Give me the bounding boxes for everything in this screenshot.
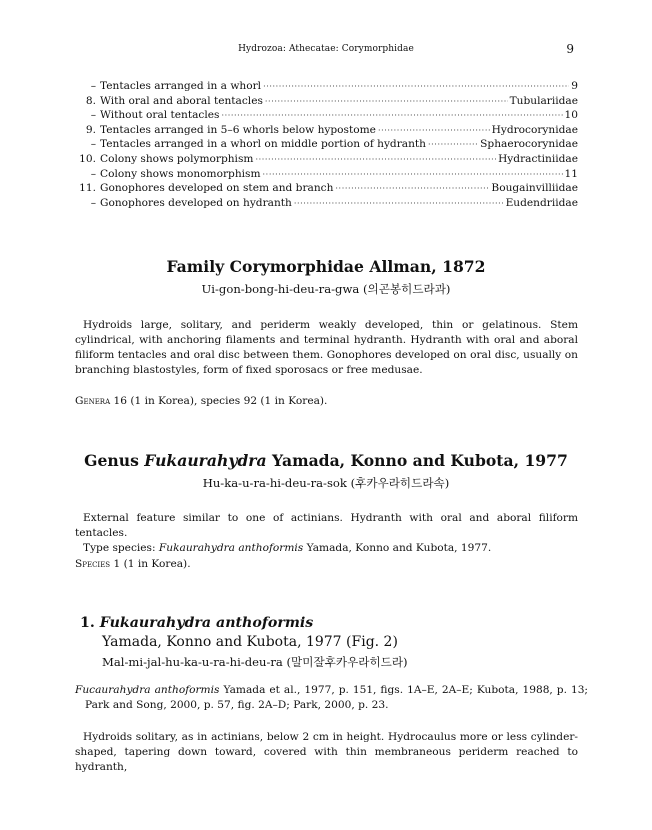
identification-key bbox=[76, 79, 578, 210]
key-row bbox=[76, 79, 578, 94]
key-row bbox=[76, 123, 578, 138]
type-species-prefix: Type species: bbox=[83, 542, 159, 554]
genus-title-name: Fukaurahydra bbox=[144, 451, 267, 470]
genus-species-count bbox=[75, 557, 578, 572]
species-number: 1. bbox=[80, 615, 95, 631]
key-leader-dots bbox=[263, 79, 569, 95]
type-species-author: Yamada, Konno and Kubota, 1977. bbox=[303, 542, 492, 554]
running-head: Hydrozoa: Athecatae: Corymorphidae bbox=[238, 44, 414, 54]
key-leader-dots bbox=[378, 123, 490, 139]
species-description: Hydroids solitary, as in actinians, below 2 cm in height. Hydrocaulus more or less cylinder-shaped, tapering down toward, covered with thin membraneous periderm reached to hydranth, bbox=[75, 731, 578, 773]
key-text: Gonophores developed on stem and branch bbox=[100, 182, 334, 195]
key-row bbox=[76, 94, 578, 109]
type-species-name: Fukaurahydra anthoformis bbox=[158, 542, 304, 554]
key-leader-dots bbox=[428, 137, 478, 153]
species-heading-block bbox=[80, 615, 580, 670]
key-row bbox=[76, 152, 578, 167]
species-synonymy bbox=[75, 683, 588, 713]
key-row bbox=[76, 108, 578, 123]
key-text: Tentacles arranged in a whorl on middle portion of hydranth bbox=[100, 138, 427, 151]
type-species bbox=[75, 541, 578, 556]
key-target: Hydractiniidae bbox=[498, 152, 578, 165]
species-count-text: 1 (1 in Korea). bbox=[110, 558, 191, 570]
key-text: Tentacles arranged in 5–6 whorls below hypostome bbox=[100, 123, 376, 136]
key-leader-dots bbox=[221, 108, 562, 124]
key-target: Tubulariidae bbox=[509, 94, 578, 107]
genus-description bbox=[75, 511, 578, 556]
genus-description-text: External feature similar to one of actinians. Hydranth with oral and aboral filiform tentacles. bbox=[75, 512, 578, 539]
species-name: Fukaurahydra anthoformis bbox=[99, 615, 314, 631]
key-target: 11 bbox=[564, 167, 578, 180]
key-target: Hydrocorynidae bbox=[491, 123, 578, 136]
species-title bbox=[80, 615, 580, 631]
genera-count-text: 16 (1 in Korea), species 92 (1 in Korea). bbox=[110, 395, 328, 407]
key-number: – bbox=[90, 167, 96, 180]
synonymy-name: Fucaurahydra anthoformis bbox=[75, 684, 220, 696]
key-number: 11. bbox=[79, 182, 96, 195]
genera-label: Genera bbox=[75, 395, 111, 407]
key-number: – bbox=[90, 109, 96, 122]
key-row bbox=[76, 137, 578, 152]
key-target: Bougainvilliidae bbox=[491, 182, 578, 195]
genus-title-prefix: Genus bbox=[84, 451, 145, 470]
key-number: 10. bbox=[79, 152, 96, 165]
key-row bbox=[76, 167, 578, 182]
key-text: Tentacles arranged in a whorl bbox=[100, 80, 262, 92]
key-target: 9 bbox=[571, 80, 578, 92]
family-heading: Family Corymorphidae Allman, 1872 bbox=[166, 257, 486, 276]
key-number: 9. bbox=[85, 123, 96, 136]
key-leader-dots bbox=[263, 167, 563, 183]
key-target: Sphaerocorynidae bbox=[480, 138, 578, 151]
key-target: 10 bbox=[564, 109, 578, 122]
family-genera-count bbox=[75, 394, 578, 409]
family-korean-name: Ui-gon-bong-hi-deu-ra-gwa (의곤봉히드라과) bbox=[201, 282, 451, 296]
key-text: Without oral tentacles bbox=[100, 109, 220, 122]
key-text: Gonophores developed on hydranth bbox=[100, 196, 292, 209]
genus-korean-name: Hu-ka-u-ra-hi-deu-ra-sok (후카우라히드라속) bbox=[202, 476, 450, 490]
key-leader-dots bbox=[335, 181, 489, 197]
key-number: – bbox=[90, 138, 96, 151]
key-text: With oral and aboral tentacles bbox=[100, 94, 263, 107]
species-label: Species bbox=[75, 558, 111, 570]
page-number: 9 bbox=[566, 42, 574, 56]
family-description: Hydroids large, solitary, and periderm weakly developed, thin or gelatinous. Stem cylindrical, with anchoring filaments and terminal hydranth. Hydranth with oral and aboral filiform tentacles and oral disc between them. Gonophores developed on oral disc, usually on branching blastostyles, form of fixed sporosacs or free medusae. bbox=[75, 319, 578, 376]
key-leader-dots bbox=[265, 94, 508, 110]
key-row bbox=[76, 181, 578, 196]
key-row bbox=[76, 196, 578, 211]
key-text: Colony shows monomorphism bbox=[100, 167, 261, 180]
key-leader-dots bbox=[294, 196, 504, 212]
genus-heading bbox=[0, 451, 652, 470]
species-korean-name: Mal-mi-jal-hu-ka-u-ra-hi-deu-ra (말미잘후카우라히드라) bbox=[102, 655, 408, 669]
key-number: – bbox=[90, 80, 96, 92]
key-text: Colony shows polymorphism bbox=[100, 152, 254, 165]
key-target: Eudendriidae bbox=[505, 196, 578, 209]
key-number: – bbox=[90, 196, 96, 209]
genus-title-author: Yamada, Konno and Kubota, 1977 bbox=[266, 451, 568, 470]
synonymy-text: Yamada et al., 1977, p. 151, figs. 1A–E, 2A–E; Kubota, 1988, p. 13; Park and Song, 2000, p. 57, fig. 2A–D; Park, 2000, p. 23. bbox=[85, 684, 589, 711]
key-leader-dots bbox=[255, 152, 496, 168]
key-number: 8. bbox=[85, 94, 96, 107]
species-author: Yamada, Konno and Kubota, 1977 (Fig. 2) bbox=[102, 634, 398, 650]
